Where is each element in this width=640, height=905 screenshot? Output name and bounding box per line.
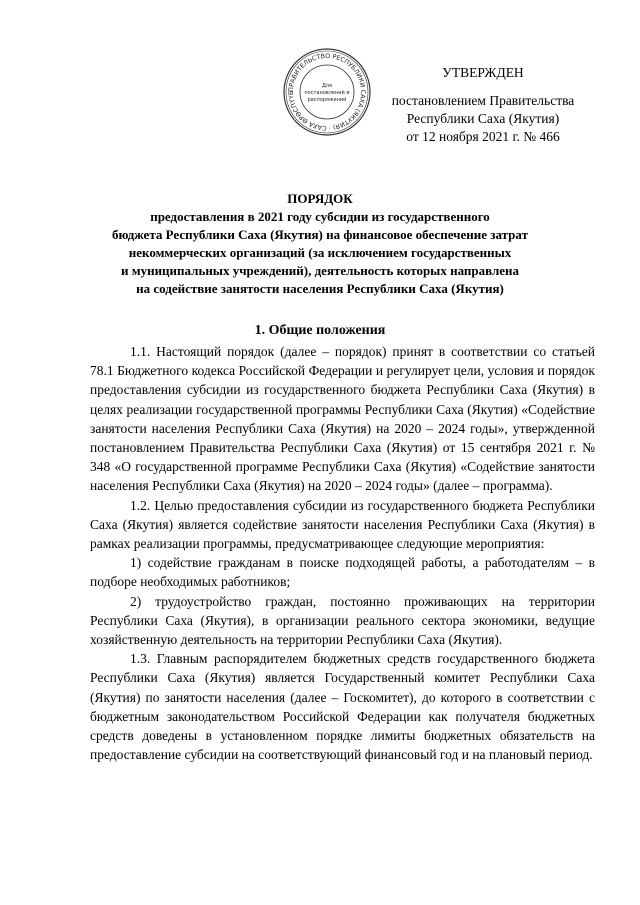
paragraph: 2) трудоустройство граждан, постоянно проживающих на территории Республики Саха (Якутия), в организации реального сектора экономики, ведущие хозяйственную деятельность на территории Республики Саха (Якутия). [90,593,595,648]
title-line: и муниципальных учреждений), деятельность которых направлена [120,263,520,278]
document-title [100,190,540,298]
document-body [90,342,595,764]
approval-line: Республики Саха (Якутия) [406,111,560,126]
title-line: на содействие занятости населения Республики Саха (Якутия) [136,281,504,296]
seal-ring-text: ПРАВИТЕЛЬСТВО РЕСПУБЛИКИ САХА (ЯКУТИЯ) · САХА ӨРӨСПҮҮБ [287,52,367,132]
approval-heading: УТВЕРЖДЕН [442,65,524,80]
seal-inner-line: Для [321,83,333,89]
title-line: некоммерческих организаций (за исключением государственных [128,245,512,260]
seal-icon [282,47,372,137]
paragraph: 1.2. Целью предоставления субсидии из государственного бюджета Республики Саха (Якутия) является содействие занятости населения Республики Саха (Якутия) в рамках реализации программы, предусматривающее следующие мероприятия: [90,497,595,552]
title-line: предоставления в 2021 году субсидии из государственного [150,209,490,224]
approval-block [372,64,594,146]
paragraph: 1.3. Главным распорядителем бюджетных средств государственного бюджета Республики Саха (Якутия) является Государственный комитет Республики Саха (Якутия) по занятости населения (далее – Госкомитет), до которого в соответствии с бюджетным законодательством Российской Федерации как получателя бюджетных средств доведены в установленном порядке лимиты бюджетных обязательств на предоставление субсидии на соответствующий финансовый год и на плановый период. [90,651,595,763]
official-seal [282,47,372,137]
paragraph: 1.1. Настоящий порядок (далее – порядок) принят в соответствии со статьей 78.1 Бюджетного кодекса Российской Федерации и регулирует цели, условия и порядок предоставления субсидии из государственного бюджета Республики Саха (Якутия) в целях реализации государственной программы Республики Саха (Якутия) «Содействие занятости населения Республики Саха (Якутия) на 2020 – 2024 годы», утвержденной постановлением Правительства Республики Саха (Якутия) от 15 сентября 2021 г. № 348 «О государственной программе Республики Саха (Якутия) «Содействие занятости населения Республики Саха (Якутия) на 2020 – 2024 годы» (далее – программа). [90,344,595,494]
title-line: бюджета Республики Саха (Якутия) на финансовое обеспечение затрат [112,227,528,242]
seal-inner-line: распоряжений [307,97,347,103]
section-heading: 1. Общие положения [254,323,386,338]
seal-inner-line: постановлений и [304,90,350,96]
paragraph: 1) содействие гражданам в поиске подходящей работы, а работодателям – в подборе необходимых работников; [90,555,595,590]
approval-line: постановлением Правительства [391,93,575,108]
approval-line: от 12 ноября 2021 г. № 466 [406,129,560,144]
title-heading: ПОРЯДОК [287,191,353,206]
